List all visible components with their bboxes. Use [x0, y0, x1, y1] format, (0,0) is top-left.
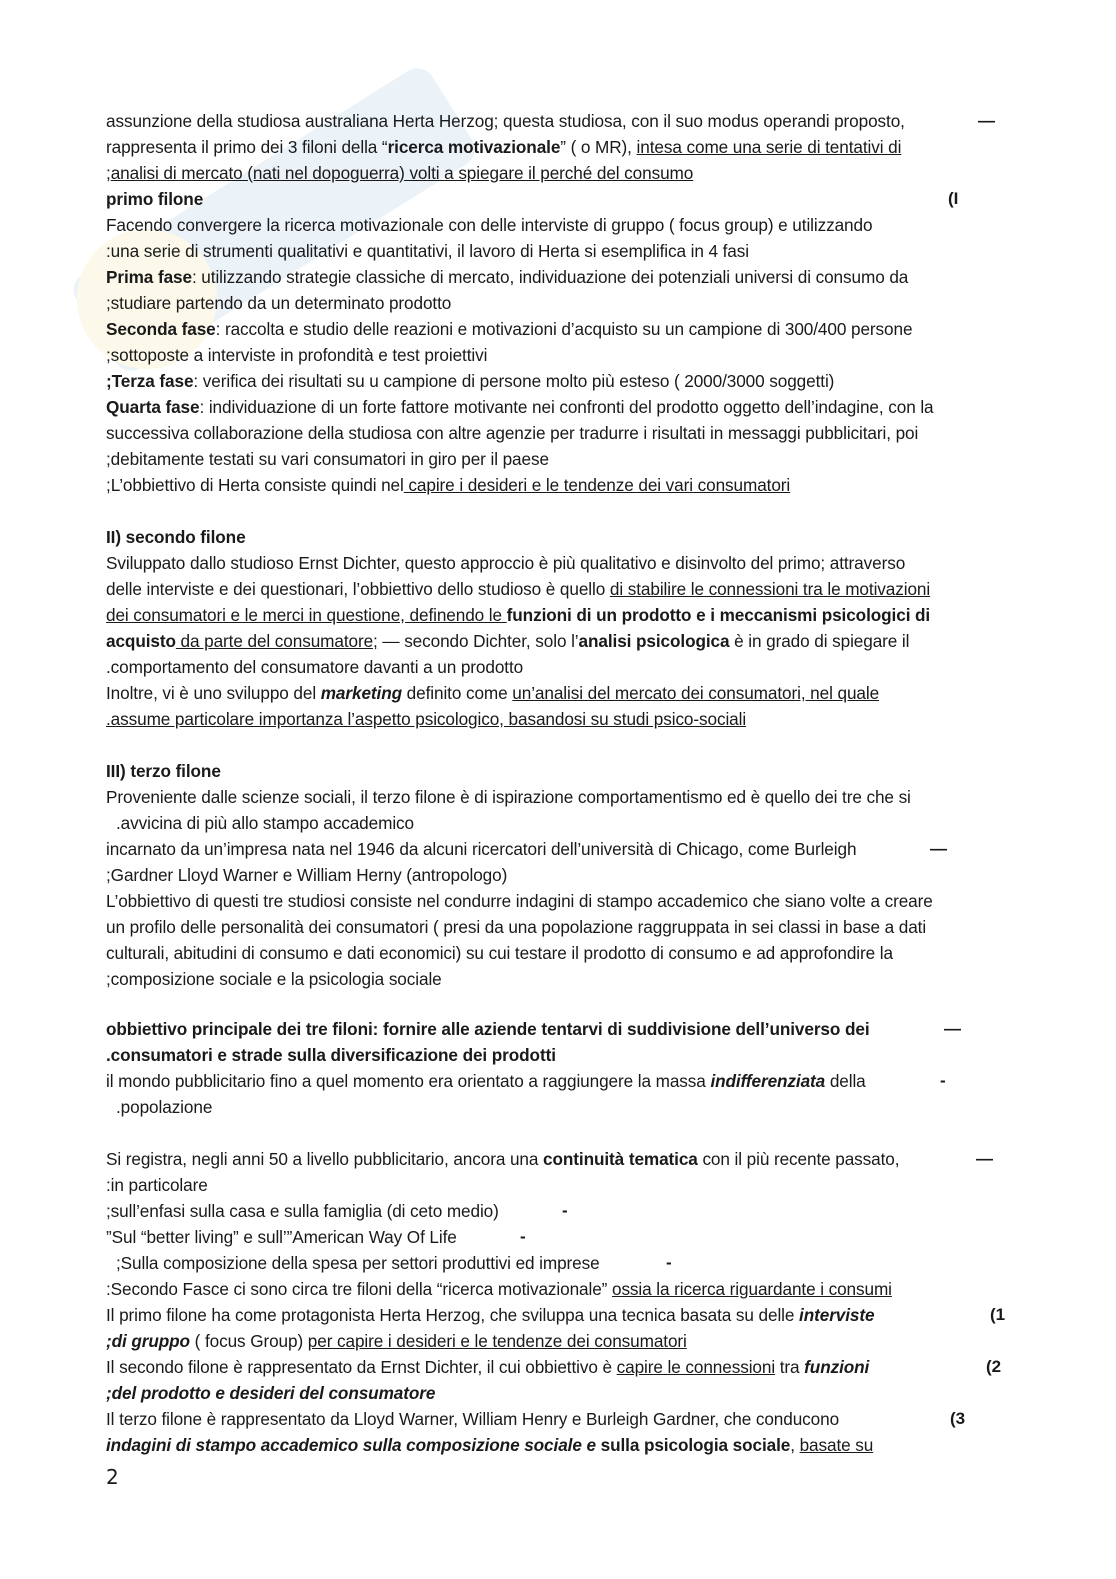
- dash-mark: —: [930, 839, 947, 858]
- dash-mark: —: [978, 111, 995, 130]
- list-item: Il terzo filone è rappresentato da Lloyd Warner, William Henry e Burleigh Gardner, che conducono: [106, 1409, 840, 1429]
- text-line: delle interviste e dei questionari, l’obbiettivo dello studioso è quello di stabilire le connessioni tra le motivazioni: [106, 579, 931, 599]
- bullet-mark: -: [666, 1253, 672, 1272]
- text-line: Facendo convergere la ricerca motivazionale con delle interviste di gruppo ( focus group) e utilizzando: [106, 215, 873, 235]
- roman-numeral-mark: (I: [948, 189, 959, 208]
- text-line: Prima fase: utilizzando strategie classiche di mercato, individuazione dei potenziali universi di consumo da: [106, 267, 909, 287]
- text-line: :Secondo Fasce ci sono circa tre filoni della “ricerca motivazionale” ossia la ricerca riguardante i consumi: [106, 1279, 892, 1299]
- list-item: ”Sul “better living” e sull’”American Way Of Life: [106, 1227, 457, 1247]
- text-line: successiva collaborazione della studiosa con altre agenzie per tradurre i risultati in messaggi pubblicitari, poi: [106, 423, 919, 443]
- text-line: obbiettivo principale dei tre filoni: fornire alle aziende tentarvi di suddivisione dell’universo dei: [106, 1019, 870, 1039]
- dash-mark: -: [940, 1071, 946, 1090]
- text-line: ;Gardner Lloyd Warner e William Herny (antropologo): [106, 865, 508, 885]
- text-line: .popolazione: [116, 1097, 213, 1117]
- text-line: Quarta fase: individuazione di un forte fattore motivante nei confronti del prodotto oggetto dell’indagine, con la: [106, 397, 934, 417]
- list-item: ;Sulla composizione della spesa per settori produttivi ed imprese: [116, 1253, 600, 1273]
- text-line: ;L’obbiettivo di Herta consiste quindi nel capire i desideri e le tendenze dei vari consumatori: [106, 475, 791, 495]
- text-line: ;sottoposte a interviste in profondità e test proiettivi: [106, 345, 488, 365]
- section-heading: primo filone: [106, 189, 204, 209]
- text-line: ;del prodotto e desideri del consumatore: [106, 1383, 436, 1403]
- bullet-mark: -: [520, 1227, 526, 1246]
- text-line: Inoltre, vi è uno sviluppo del marketing definito come un’analisi del mercato dei consumatori, nel quale: [106, 683, 880, 703]
- text-line: .consumatori e strade sulla diversificazione dei prodotti: [106, 1045, 556, 1065]
- text-line: ;di gruppo ( focus Group) per capire i desideri e le tendenze dei consumatori: [106, 1331, 687, 1351]
- text-line: ;Terza fase: verifica dei risultati su u campione di persone molto più esteso ( 2000/3000 soggetti): [106, 371, 835, 391]
- section-heading: III) terzo filone: [106, 761, 221, 781]
- section-heading: II) secondo filone: [106, 527, 246, 547]
- text-line: assunzione della studiosa australiana Herta Herzog; questa studiosa, con il suo modus operandi proposto,: [106, 111, 905, 131]
- text-line: culturali, abitudini di consumo e dati economici) su cui testare il prodotto di consumo e ad approfondire la: [106, 943, 893, 963]
- text-line: il mondo pubblicitario fino a quel momento era orientato a raggiungere la massa indifferenziata della: [106, 1071, 866, 1091]
- text-line: L’obbiettivo di questi tre studiosi consiste nel condurre indagini di stampo accademico che siano volte a creare: [106, 891, 933, 911]
- number-mark: (2: [986, 1357, 1002, 1376]
- text-line: un profilo delle personalità dei consumatori ( presi da una popolazione raggruppata in sei classi in base a dati: [106, 917, 927, 937]
- text-line: ;composizione sociale e la psicologia sociale: [106, 969, 442, 989]
- text-line: :in particolare: [106, 1175, 208, 1195]
- text-line: .avvicina di più allo stampo accademico: [116, 813, 414, 833]
- text-line: .comportamento del consumatore davanti a un prodotto: [106, 657, 524, 677]
- dash-mark: —: [944, 1019, 961, 1038]
- bullet-mark: -: [562, 1201, 568, 1220]
- text-line: Seconda fase: raccolta e studio delle reazioni e motivazioni d’acquisto su un campione di 300/400 persone: [106, 319, 913, 339]
- list-item: Il primo filone ha come protagonista Herta Herzog, che sviluppa una tecnica basata su delle interviste: [106, 1305, 875, 1325]
- number-mark: (3: [950, 1409, 966, 1428]
- text-line: .assume particolare importanza l’aspetto psicologico, basandosi su studi psico-sociali: [106, 709, 747, 729]
- text-line: :una serie di strumenti qualitativi e quantitativi, il lavoro di Herta si esemplifica in 4 fasi: [106, 241, 749, 261]
- number-mark: (1: [990, 1305, 1006, 1324]
- text-line: dei consumatori e le merci in questione, definendo le funzioni di un prodotto e i meccanismi psicologici di: [106, 605, 931, 625]
- dash-mark: —: [976, 1149, 993, 1168]
- list-item: ;sull’enfasi sulla casa e sulla famiglia (di ceto medio): [106, 1201, 499, 1221]
- text-line: Proveniente dalle scienze sociali, il terzo filone è di ispirazione comportamentismo ed è quello dei tre che si: [106, 787, 911, 807]
- text-line: incarnato da un’impresa nata nel 1946 da alcuni ricercatori dell’università di Chicago, come Burleigh: [106, 839, 857, 859]
- text-line: ;debitamente testati su vari consumatori in giro per il paese: [106, 449, 549, 469]
- list-item: Il secondo filone è rappresentato da Ernst Dichter, il cui obbiettivo è capire le connessioni tra funzioni: [106, 1357, 870, 1377]
- text-line: ;studiare partendo da un determinato prodotto: [106, 293, 452, 313]
- text-line: Sviluppato dallo studioso Ernst Dichter, questo approccio è più qualitativo e disinvolto del primo; attraverso: [106, 553, 906, 573]
- text-line: Si registra, negli anni 50 a livello pubblicitario, ancora una continuità tematica con il più recente passato,: [106, 1149, 900, 1169]
- page-number: 2: [106, 1465, 119, 1489]
- text-line: rappresenta il primo dei 3 filoni della “ricerca motivazionale” ( o MR), intesa come una serie di tentativi di: [106, 137, 902, 157]
- text-line: acquisto da parte del consumatore; — secondo Dichter, solo l’analisi psicologica è in grado di spiegare il: [106, 631, 910, 651]
- text-line: ;analisi di mercato (nati nel dopoguerra) volti a spiegare il perché del consumo: [106, 163, 694, 183]
- text-line: indagini di stampo accademico sulla composizione sociale e sulla psicologia sociale, basate su: [106, 1435, 874, 1455]
